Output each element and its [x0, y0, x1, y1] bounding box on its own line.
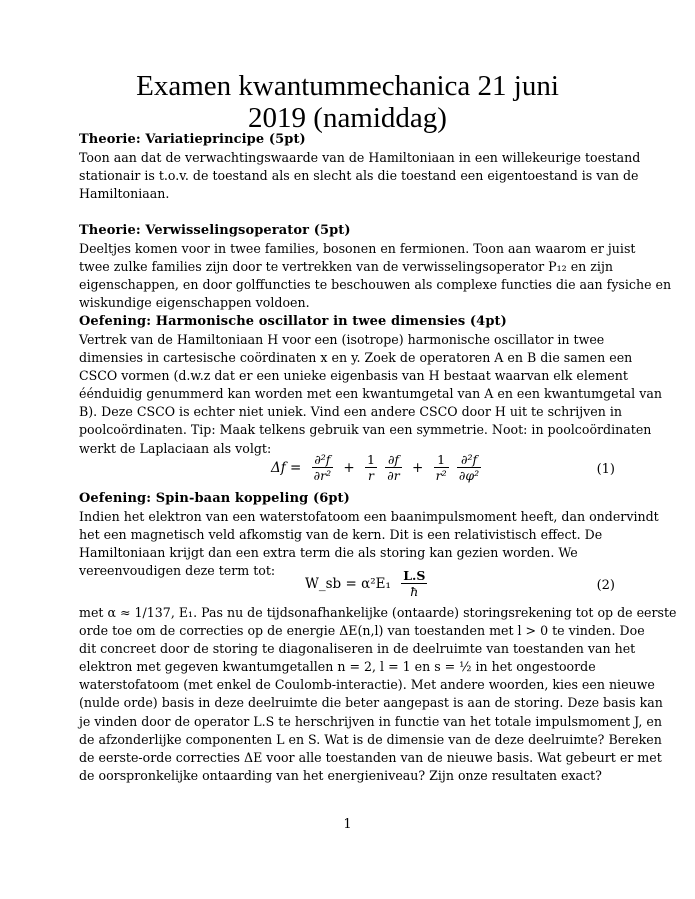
text-line: Hamiltoniaan krijgt dan een extra term die als storing kan gezien worden. We [79, 545, 578, 561]
text-line: twee zulke families zijn door te vertrekken van de verwisselingsoperator P₁₂ en zijn [79, 259, 613, 275]
equation-laplacian-body [267, 452, 483, 483]
eq1-term2b-den: ∂r [387, 468, 400, 483]
eq2-lhs: W_sb = α²E₁ [305, 575, 391, 592]
section-heading-variatieprincipe: Theorie: Variatieprincipe (5pt) [79, 132, 306, 147]
text-line: de oorspronkelijke ontaarding van het energieniveau? Zijn onze resultaten exact? [79, 767, 602, 783]
equation-laplacian [79, 452, 615, 488]
eq2-den: ħ [410, 584, 419, 599]
eq1-term3b-num: ∂²f [457, 452, 481, 468]
eq1-term1 [312, 452, 333, 483]
section-text-variatieprincipe [79, 149, 641, 203]
eq1-term3a [434, 452, 449, 483]
text-line: Vertrek van de Hamiltoniaan H voor een (isotrope) harmonische oscillator in twee [79, 332, 605, 347]
text-line: Indien het elektron van een waterstofatoom een baanimpulsmoment heeft, dan ondervindt [79, 509, 659, 524]
text-line: Hamiltoniaan. [79, 186, 170, 202]
eq2-num: L.S [403, 568, 426, 583]
equation-spin-orbit [79, 568, 615, 604]
text-line: waterstofatoom (met enkel de Coulomb-interactie). Met andere woorden, kies een nieuwe [79, 677, 655, 693]
eq1-term3b [457, 452, 481, 483]
text-line: je vinden door de operator L.S te herschrijven in functie van het totale impulsmoment J, en [79, 713, 662, 729]
eq1-term2a-den: r [368, 468, 374, 483]
section-text-verwisselingsoperator [79, 240, 672, 312]
text-line: stationair is t.o.v. de toestand als en slecht als die toestand een eigentoestand is van de [79, 168, 639, 184]
equation-number-2: (2) [596, 578, 615, 593]
text-line: de eerste-orde correcties ΔE voor alle toestanden van de nieuwe basis. Wat gebeurt er met [79, 749, 662, 765]
text-line: orde toe om de correcties op de energie ΔE(n,l) van toestanden met l > 0 te vinden. Doe [79, 623, 645, 639]
equation-spin-orbit-body [301, 568, 429, 599]
text-line: met α ≈ 1/137, E₁. Pas nu de tijdsonafhankelijke (ontaarde) storingsrekening tot op de eerste [79, 605, 677, 620]
text-line: de afzonderlijke componenten L en S. Wat is de dimensie van de deze deelruimte? Bereken [79, 731, 662, 747]
text-line: (nulde orde) basis in deze deelruimte die beter aangepast is aan de storing. Deze basis kan [79, 695, 663, 711]
eq1-term2a-num: 1 [367, 452, 375, 467]
eq1-term1-num: ∂²f [312, 452, 333, 468]
eq1-term3a-den: r² [435, 468, 447, 483]
text-line: elektron met gegeven kwantumgetallen n = 2, l = 1 en s = ½ in het ongestoorde [79, 659, 596, 675]
eq1-term1-den: ∂r² [313, 468, 332, 483]
document-title-line-1: Examen kwantummechanica 21 juni [136, 70, 559, 102]
eq1-plus1: + [343, 459, 355, 476]
text-line: wiskundige eigenschappen voldoen. [79, 295, 310, 311]
text-line: werkt de Laplaciaan als volgt: [79, 440, 272, 456]
eq1-lhs: Δf = [271, 459, 302, 476]
text-line: dimensies in cartesische coördinaten x en y. Zoek de operatoren A en B die samen een [79, 350, 633, 366]
text-line: B). Deze CSCO is echter niet uniek. Vind een andere CSCO door H uit te schrijven in [79, 404, 622, 420]
eq1-term2a [365, 452, 377, 483]
eq1-term3b-den: ∂φ² [458, 468, 480, 483]
section-heading-verwisselingsoperator: Theorie: Verwisselingsoperator (5pt) [79, 223, 351, 238]
section-heading-spin-baan: Oefening: Spin-baan koppeling (6pt) [79, 491, 350, 506]
section-text-harmonische-oscillator [79, 331, 662, 458]
eq2-fraction [401, 568, 427, 599]
eq1-term2b [385, 452, 401, 483]
eq1-term2b-num: ∂f [385, 452, 401, 468]
text-line: poolcoördinaten. Tip: Maak telkens gebruik van een symmetrie. Noot: in poolcoördinaten [79, 422, 652, 438]
text-line: éénduidig genummerd kan worden met een kwantumgetal van A en een kwantumgetal van [79, 386, 662, 402]
section-text-spin-baan-main [79, 604, 677, 785]
eq1-plus2: + [412, 459, 424, 476]
text-line: eigenschappen, en door golffuncties te beschouwen als complexe functies die aan fysiche en [79, 277, 672, 293]
text-line: dit concreet door de storing te diagonaliseren in de deelruimte van toestanden van het [79, 641, 636, 657]
document-title-line-2: 2019 (namiddag) [248, 102, 447, 134]
section-heading-harmonische-oscillator: Oefening: Harmonische oscillator in twee dimensies (4pt) [79, 314, 507, 329]
text-line: Deeltjes komen voor in twee families, bosonen en fermionen. Toon aan waarom er juist [79, 241, 636, 256]
text-line: CSCO vormen (d.w.z dat er een unieke eigenbasis van H bestaat waarvan elk element [79, 368, 628, 384]
equation-number-1: (1) [596, 462, 615, 477]
eq1-term3a-num: 1 [434, 452, 449, 468]
text-line: het een magnetisch veld afkomstig van de kern. Dit is een relativistisch effect. De [79, 527, 603, 543]
text-line: vereenvoudigen deze term tot: [79, 563, 276, 579]
text-line: Toon aan dat de verwachtingswaarde van de Hamiltoniaan in een willekeurige toestand [79, 150, 641, 165]
page-number: 1 [343, 817, 352, 832]
